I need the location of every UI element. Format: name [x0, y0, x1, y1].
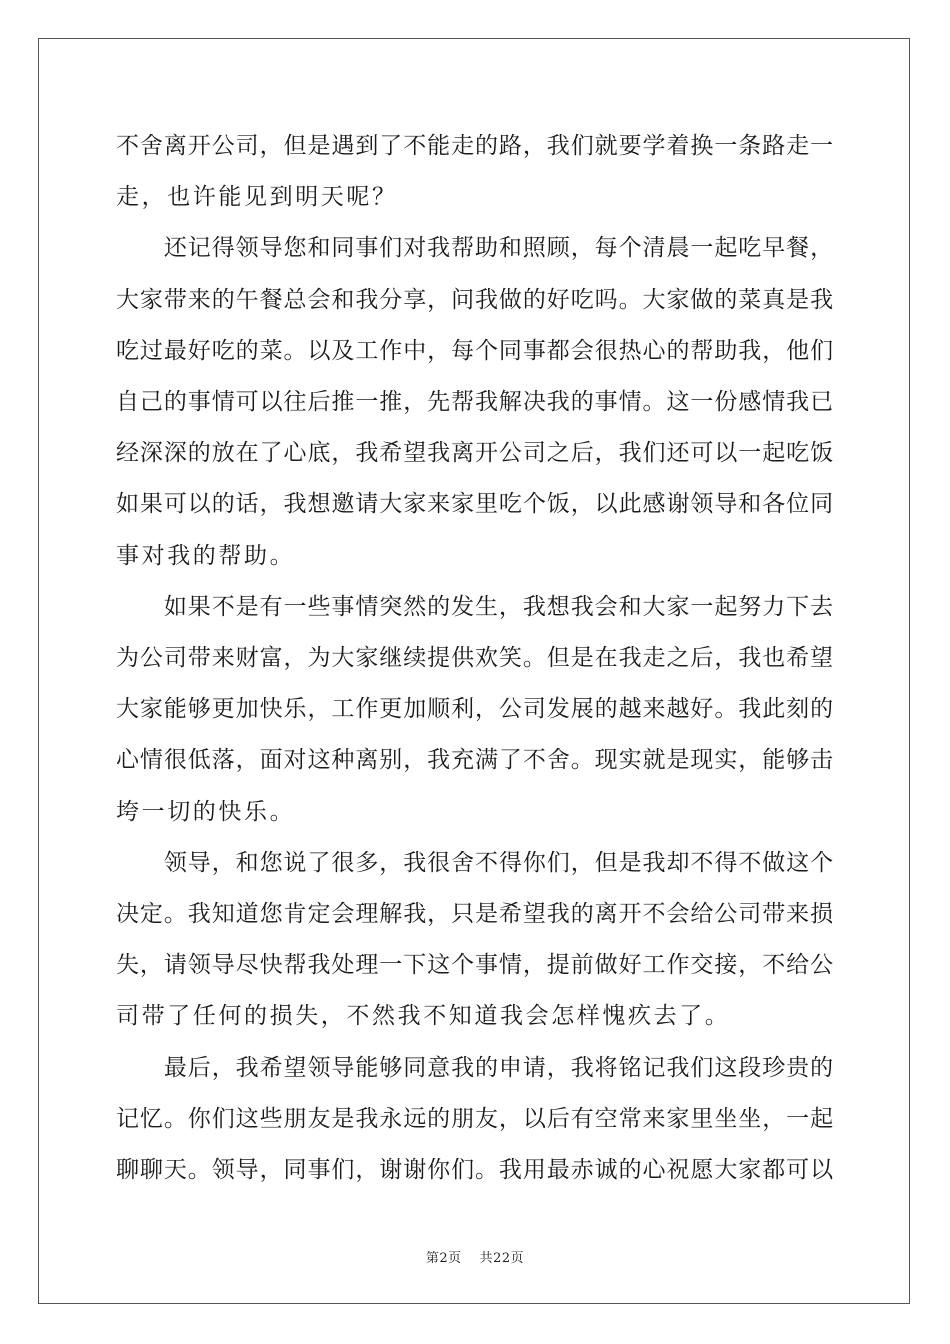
text-line: 领导，和您说了很多，我很舍不得你们，但是我却不得不做这个 [116, 849, 834, 876]
document-body [116, 121, 834, 1196]
text-line: 还记得领导您和同事们对我帮助和照顾，每个清晨一起吃早餐， [116, 235, 834, 262]
text-line: 大家能够更加快乐，工作更加顺利，公司发展的越来越好。我此刻的 [116, 696, 834, 723]
text-line: 不舍离开公司，但是遇到了不能走的路，我们就要学着换一条路走一 [116, 133, 834, 159]
text-line: 最后，我希望领导能够同意我的申请，我将铭记我们这段珍贵的 [116, 1054, 834, 1081]
text-line: 走，也许能见到明天呢？ [116, 184, 398, 211]
text-line: 事对我的帮助。 [116, 542, 296, 569]
text-line: 吃过最好吃的菜。以及工作中，每个同事都会很热心的帮助我，他们 [116, 337, 834, 364]
paragraph-5 [116, 1043, 834, 1197]
text-line: 如果不是有一些事情突然的发生，我想我会和大家一起努力下去 [116, 593, 834, 620]
page-footer [0, 1247, 950, 1266]
text-line: 失，请领导尽快帮我处理一下这个事情，提前做好工作交接，不给公 [116, 952, 834, 979]
text-line: 自己的事情可以往后推一推，先帮我解决我的事情。这一份感情我已 [116, 389, 834, 416]
text-line: 经深深的放在了心底，我希望我离开公司之后，我们还可以一起吃饭 [116, 440, 834, 467]
paragraph-3 [116, 582, 834, 838]
page-number: 第2页 [425, 1251, 462, 1266]
text-line: 如果可以的话，我想邀请大家来家里吃个饭，以此感谢领导和各位同 [116, 491, 834, 518]
text-line: 聊聊天。领导，同事们，谢谢你们。我用最赤诚的心祝愿大家都可以 [116, 1157, 834, 1184]
paragraph-1 [116, 121, 834, 223]
text-line: 大家带来的午餐总会和我分享，问我做的好吃吗。大家做的菜真是我 [116, 286, 834, 313]
text-line: 记忆。你们这些朋友是我永远的朋友，以后有空常来家里坐坐，一起 [116, 1105, 834, 1132]
text-line: 司带了任何的损失，不然我不知道我会怎样愧疚去了。 [116, 1003, 731, 1030]
paragraph-4 [116, 838, 834, 1043]
text-line: 心情很低落，面对这种离别，我充满了不舍。现实就是现实，能够击 [116, 747, 834, 774]
text-line: 垮一切的快乐。 [116, 798, 296, 825]
paragraph-2 [116, 223, 834, 581]
text-line: 为公司带来财富，为大家继续提供欢笑。但是在我走之后，我也希望 [116, 645, 834, 672]
text-line: 决定。我知道您肯定会理解我，只是希望我的离开不会给公司带来损 [116, 901, 834, 928]
total-pages: 共22页 [479, 1251, 525, 1266]
